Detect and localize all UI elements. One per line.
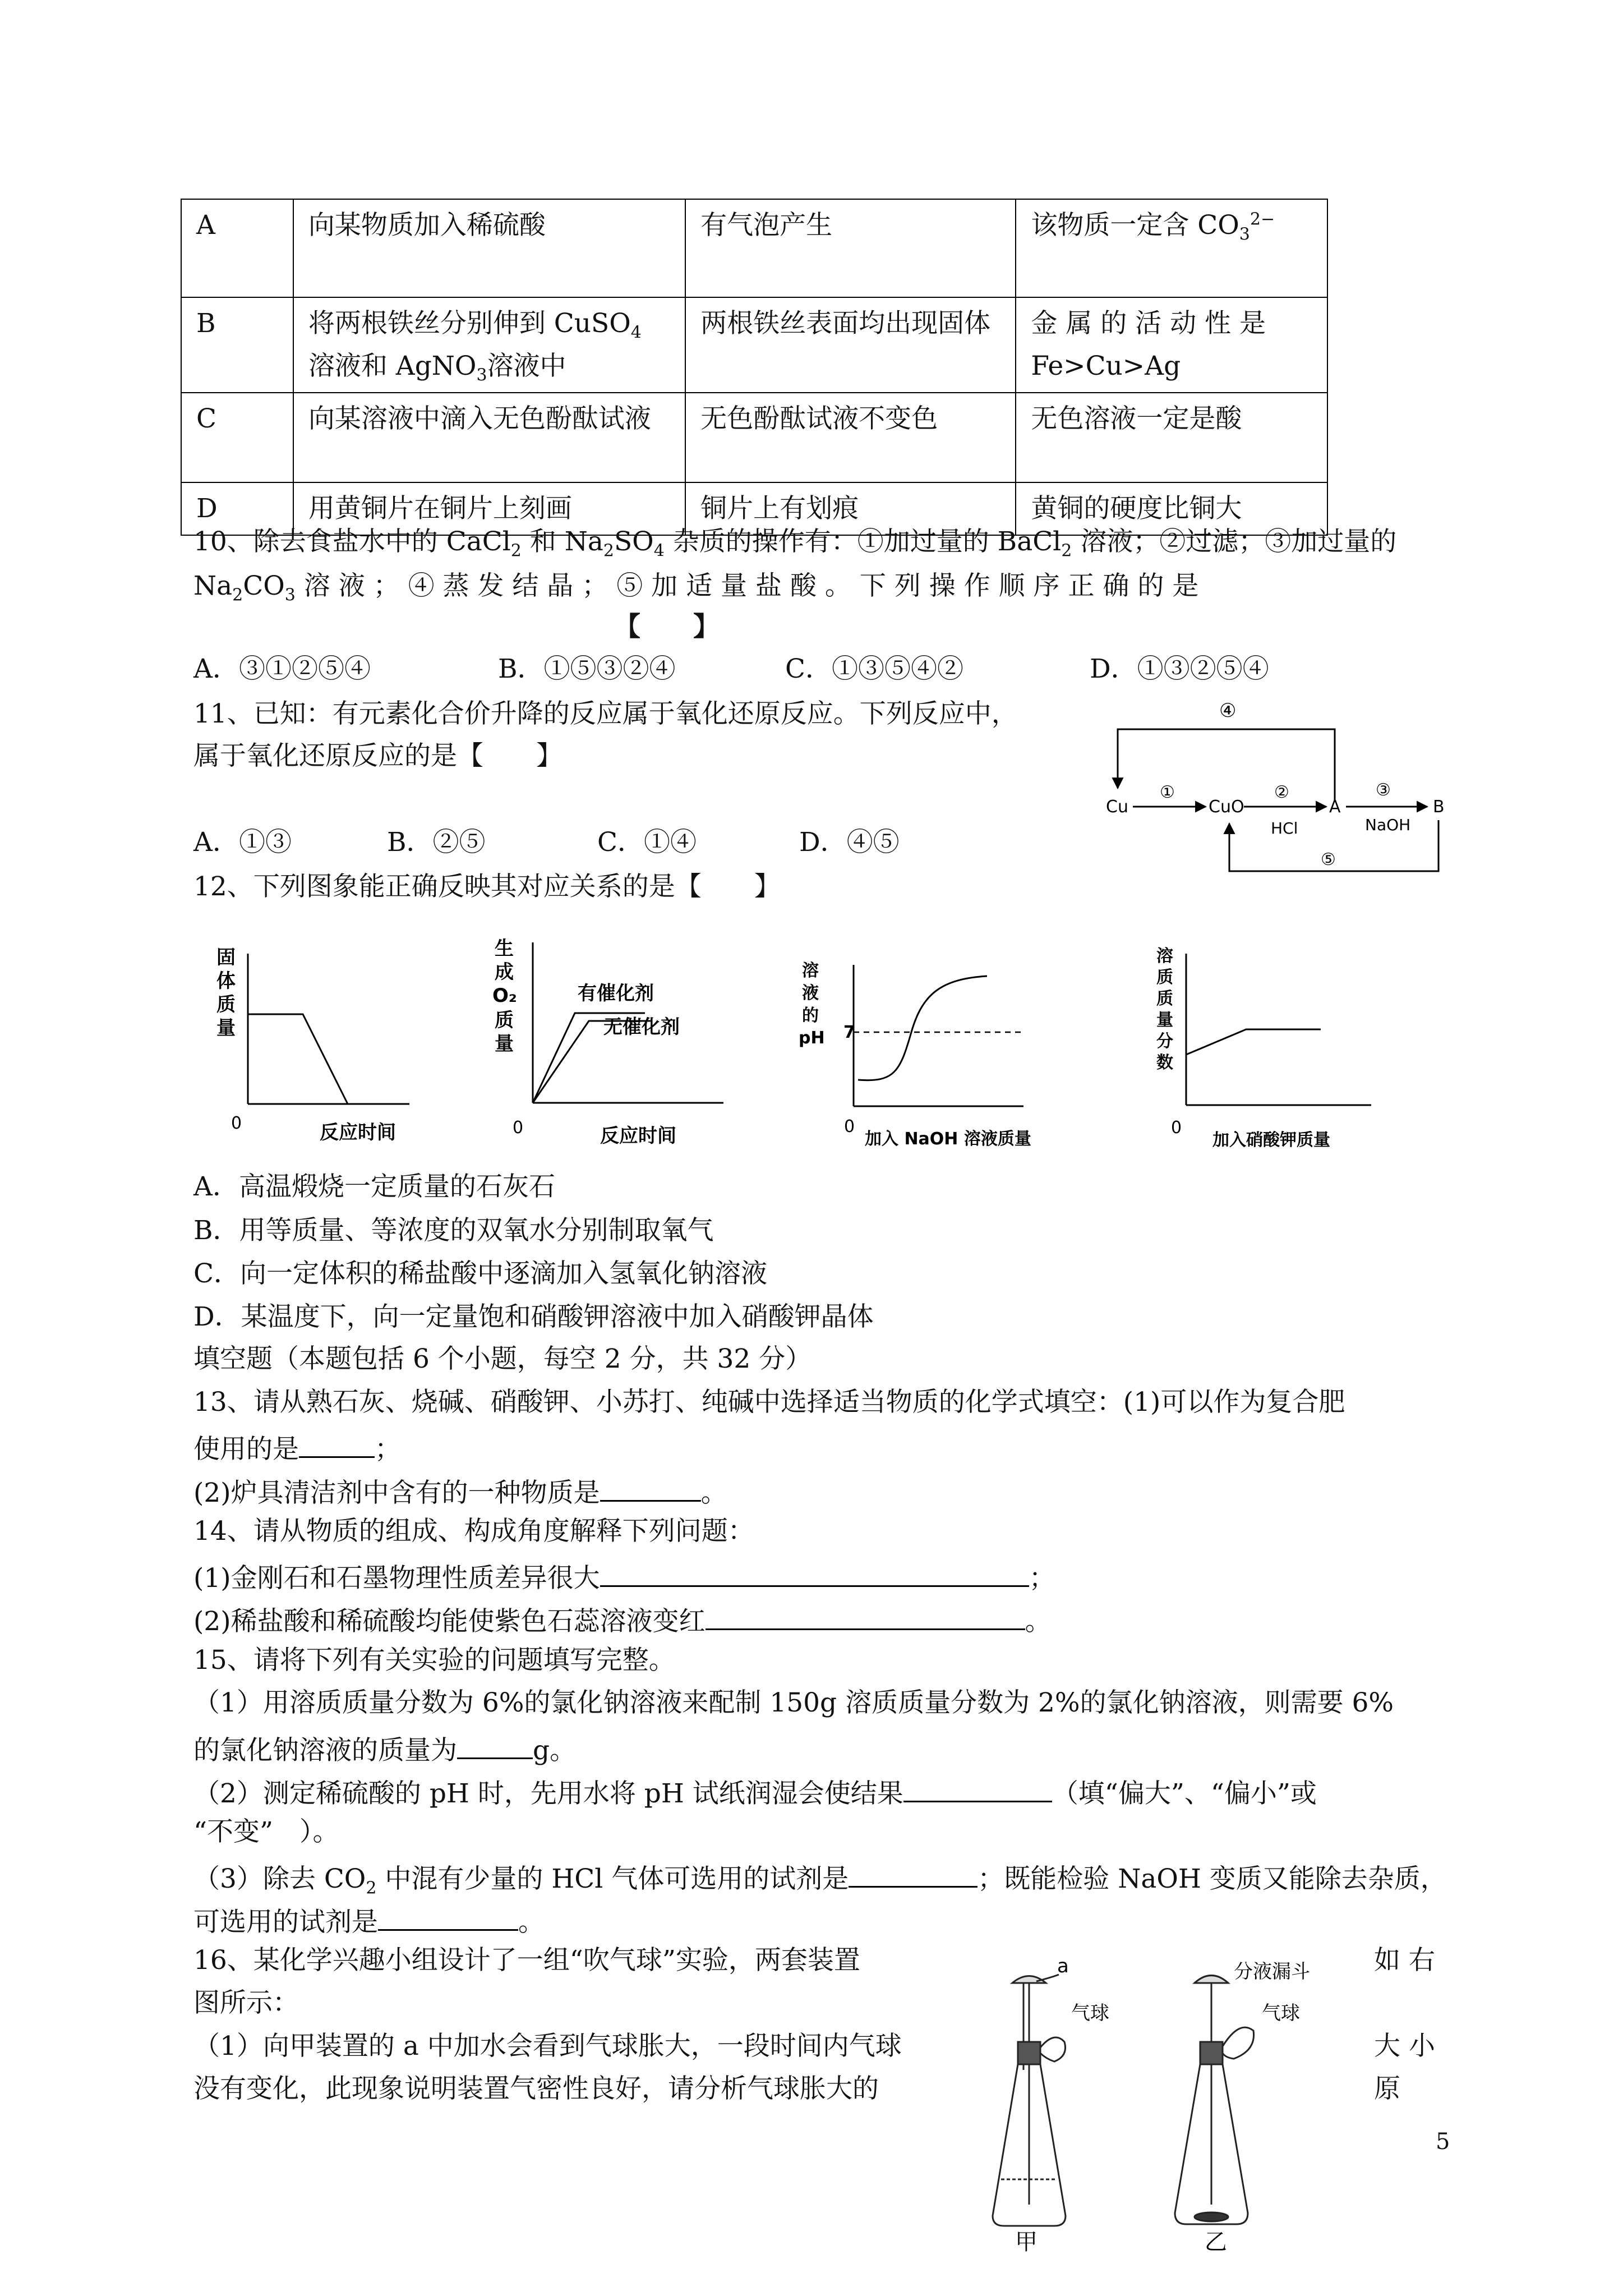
- svg-text:pH: pH: [799, 1028, 825, 1048]
- q11-option-a: A．①③: [193, 827, 292, 858]
- svg-text:质: 质: [495, 1009, 514, 1032]
- svg-text:溶: 溶: [802, 961, 819, 981]
- svg-text:0: 0: [844, 1117, 855, 1137]
- svg-text:体: 体: [216, 970, 236, 992]
- conclusion-cell: 无色溶液一定是酸: [1016, 393, 1327, 482]
- num-4: ④: [1219, 700, 1237, 722]
- conclusion-cell: 黄铜的硬度比铜大: [1016, 482, 1327, 535]
- phenomenon-cell: 铜片上有划痕: [685, 482, 1016, 535]
- q15-line-4: （2）测定稀硫酸的 pH 时，先用水将 pH 试纸润湿会使结果 （填“偏大”、“偏小”或: [193, 1773, 1317, 1811]
- svg-text:量: 量: [1156, 1010, 1173, 1030]
- chart-d: [1150, 942, 1391, 1156]
- node-cu: Cu: [1106, 797, 1128, 817]
- q13-blank-2[interactable]: [600, 1472, 701, 1502]
- chart-b: [488, 931, 740, 1150]
- svg-text:乙: 乙: [1205, 2229, 1227, 2255]
- svg-text:0: 0: [513, 1118, 524, 1138]
- svg-text:质: 质: [216, 993, 236, 1016]
- q15-line-3: 的氯化钠溶液的质量为 g。: [193, 1729, 576, 1768]
- page-number: 5: [1436, 2129, 1450, 2155]
- operation-cell: 向某溶液中滴入无色酚酞试液: [293, 393, 685, 482]
- q12-option-c: C．向一定体积的稀盐酸中逐滴加入氢氧化钠溶液: [193, 1258, 767, 1289]
- q14-line-3: (2)稀盐酸和稀硫酸均能使紫色石蕊溶液变红 。: [193, 1600, 1052, 1639]
- q11-option-c: C．①④: [597, 827, 697, 858]
- experiment-table: [181, 199, 1328, 536]
- svg-text:a: a: [1057, 1958, 1069, 1977]
- svg-text:反应时间: 反应时间: [320, 1121, 396, 1144]
- section-heading: 填空题（本题包括 6 个小题，每空 2 分，共 32 分）: [193, 1343, 812, 1374]
- svg-text:量: 量: [216, 1017, 236, 1039]
- q16-line-3: （1）向甲装置的 a 中加水会看到气球胀大，一段时间内气球: [193, 2031, 902, 2062]
- svg-text:加入硝酸钾质量: 加入硝酸钾质量: [1212, 1130, 1330, 1150]
- reagent-hcl: HCl: [1271, 819, 1298, 838]
- q13-blank-1[interactable]: [299, 1428, 375, 1458]
- q16-apparatus-figure: [970, 1958, 1352, 2255]
- num-1: ①: [1160, 783, 1175, 802]
- phenomenon-cell: 无色酚酞试液不变色: [685, 393, 1016, 482]
- q14-line-2: (1)金刚石和石墨物理性质差异很大 ；: [193, 1557, 1055, 1595]
- chart-c: [796, 954, 1054, 1156]
- svg-text:数: 数: [1156, 1053, 1173, 1073]
- q10-option-c: C．①③⑤④②: [785, 654, 963, 684]
- q10-line-1: 10、除去食盐水中的 CaCl$_2$ 和 $Na_2SO_4$ 杂质的操作有：①加过量的 BaCl$_2$ 溶液；②过滤；③加过量的: [193, 526, 1397, 561]
- phenomenon-cell: 有气泡产生: [685, 199, 1016, 297]
- q11-line-2: 属于氧化还原反应的是【 】: [193, 740, 562, 771]
- q16-line-1: 16、某化学兴趣小组设计了一组“吹气球”实验，两套装置: [193, 1945, 860, 1976]
- chart-a-line: [248, 1014, 348, 1104]
- svg-text:0: 0: [231, 1114, 242, 1133]
- svg-text:量: 量: [495, 1033, 514, 1055]
- num-5: ⑤: [1321, 850, 1336, 869]
- table-row: [181, 297, 1327, 393]
- chart-a: [208, 942, 432, 1150]
- reagent-naoh: NaOH: [1365, 816, 1411, 834]
- q12-option-b: B．用等质量、等浓度的双氧水分别制取氧气: [193, 1215, 714, 1246]
- node-cuo: CuO: [1209, 797, 1244, 817]
- svg-text:加入 NaOH 溶液质量: 加入 NaOH 溶液质量: [865, 1129, 1031, 1149]
- q14-line-1: 14、请从物质的组成、构成角度解释下列问题：: [193, 1516, 754, 1547]
- svg-text:气球: 气球: [1071, 2002, 1109, 2024]
- svg-text:的: 的: [802, 1006, 819, 1025]
- q15-line-7: 可选用的试剂是 。: [193, 1901, 545, 1939]
- q15-line-5: “不变” ）。: [193, 1816, 339, 1847]
- q10-option-a: A．③①②⑤④: [193, 654, 371, 684]
- row-label: B: [181, 297, 293, 393]
- phenomenon-cell: 两根铁丝表面均出现固体: [685, 297, 1016, 393]
- q15-line-2: （1）用溶质质量分数为 6%的氯化钠溶液来配制 150g 溶质质量分数为 2%的氯化钠溶液，则需要 6%: [193, 1687, 1394, 1718]
- q16-line-4: 没有变化，此现象说明装置气密性良好，请分析气球胀大的: [193, 2073, 879, 2104]
- svg-text:固: 固: [216, 946, 236, 969]
- chart-c-curve: [858, 976, 987, 1080]
- svg-text:质: 质: [1156, 968, 1173, 987]
- q15-line-6: （3）除去 $CO_2$ 中混有少量的 HCl 气体可选用的试剂是 ；既能检验 NaOH 变质又能除去杂质，: [193, 1858, 1447, 1896]
- label-no-catalyst: 无催化剂: [603, 1016, 680, 1038]
- q12-stem: 12、下列图象能正确反映其对应关系的是【 】: [193, 871, 781, 902]
- q15-blank-1[interactable]: [457, 1729, 533, 1759]
- svg-text:O₂: O₂: [492, 984, 517, 1007]
- conclusion-cell: 该物质一定含 $CO_3^{2-}$: [1016, 199, 1327, 297]
- q11-option-b: B．②⑤: [387, 827, 486, 858]
- q10-option-d: D．①③②⑤④: [1090, 654, 1269, 684]
- chart-d-line: [1186, 1029, 1321, 1055]
- q11-line-1: 11、已知：有元素化合价升降的反应属于氧化还原反应。下列反应中，: [193, 698, 1018, 729]
- q15-blank-2[interactable]: [903, 1773, 1052, 1802]
- q16-line-1-right: 如 右: [1374, 1945, 1435, 1976]
- table-row: [181, 393, 1327, 482]
- q12-option-d: D．某温度下，向一定量饱和硝酸钾溶液中加入硝酸钾晶体: [193, 1301, 874, 1332]
- q12-option-a: A．高温煅烧一定质量的石灰石: [193, 1171, 555, 1202]
- q14-blank-2[interactable]: [706, 1600, 1025, 1630]
- q15-blank-3[interactable]: [849, 1858, 978, 1888]
- q10-option-b: B．①⑤③②④: [498, 654, 676, 684]
- svg-text:溶: 溶: [1156, 946, 1173, 966]
- q15-line-1: 15、请将下列有关实验的问题填写完整。: [193, 1645, 675, 1676]
- q10-bracket: 【 】: [614, 611, 720, 642]
- node-a: A: [1329, 797, 1341, 817]
- q16-line-3-right: 大 小: [1374, 2031, 1435, 2062]
- svg-text:分液漏斗: 分液漏斗: [1234, 1961, 1310, 1983]
- svg-text:气球: 气球: [1262, 2002, 1300, 2024]
- q13-line-2: 使用的是 ；: [193, 1428, 401, 1466]
- svg-text:0: 0: [1171, 1118, 1182, 1138]
- num-3: ③: [1376, 780, 1391, 800]
- svg-text:甲: 甲: [1015, 2229, 1038, 2255]
- svg-text:反应时间: 反应时间: [600, 1125, 676, 1147]
- row-label: D: [181, 482, 293, 535]
- svg-text:质: 质: [1156, 989, 1173, 1009]
- svg-text:分: 分: [1156, 1032, 1173, 1051]
- q11-reaction-diagram: [1099, 690, 1458, 886]
- q14-blank-1[interactable]: [600, 1557, 1029, 1587]
- row-label: A: [181, 199, 293, 297]
- q15-blank-4[interactable]: [378, 1901, 518, 1931]
- operation-cell: 向某物质加入稀硫酸: [293, 199, 685, 297]
- node-b: B: [1433, 797, 1445, 817]
- q10-line-2: $Na_2CO_3$ 溶 液 ； ④ 蒸 发 结 晶 ； ⑤ 加 适 量 盐 酸 。 下 列 操 作 顺 序 正 确 的 是: [193, 570, 1199, 605]
- svg-text:生: 生: [495, 937, 514, 960]
- svg-text:7: 7: [843, 1023, 855, 1042]
- q13-line-3: (2)炉具清洁剂中含有的一种物质是 。: [193, 1472, 727, 1510]
- conclusion-cell: 金 属 的 活 动 性 是 Fe>Cu>Ag: [1016, 297, 1327, 393]
- label-catalyst: 有催化剂: [578, 982, 654, 1005]
- svg-text:液: 液: [802, 983, 819, 1003]
- operation-cell: 用黄铜片在铜片上刻画: [293, 482, 685, 535]
- q11-option-d: D．④⑤: [799, 827, 900, 858]
- svg-text:成: 成: [495, 961, 514, 983]
- operation-cell: 将两根铁丝分别伸到 CuSO$_4$ 溶液和 AgNO$_3$溶液中: [293, 297, 685, 393]
- row-label: C: [181, 393, 293, 482]
- q16-line-2: 图所示：: [193, 1987, 299, 2018]
- num-2: ②: [1274, 783, 1289, 802]
- q16-line-4-right: 原: [1374, 2073, 1400, 2104]
- table-row: [181, 199, 1327, 297]
- q13-line-1: 13、请从熟石灰、烧碱、硝酸钾、小苏打、纯碱中选择适当物质的化学式填空：(1)可以作为复合肥: [193, 1387, 1345, 1418]
